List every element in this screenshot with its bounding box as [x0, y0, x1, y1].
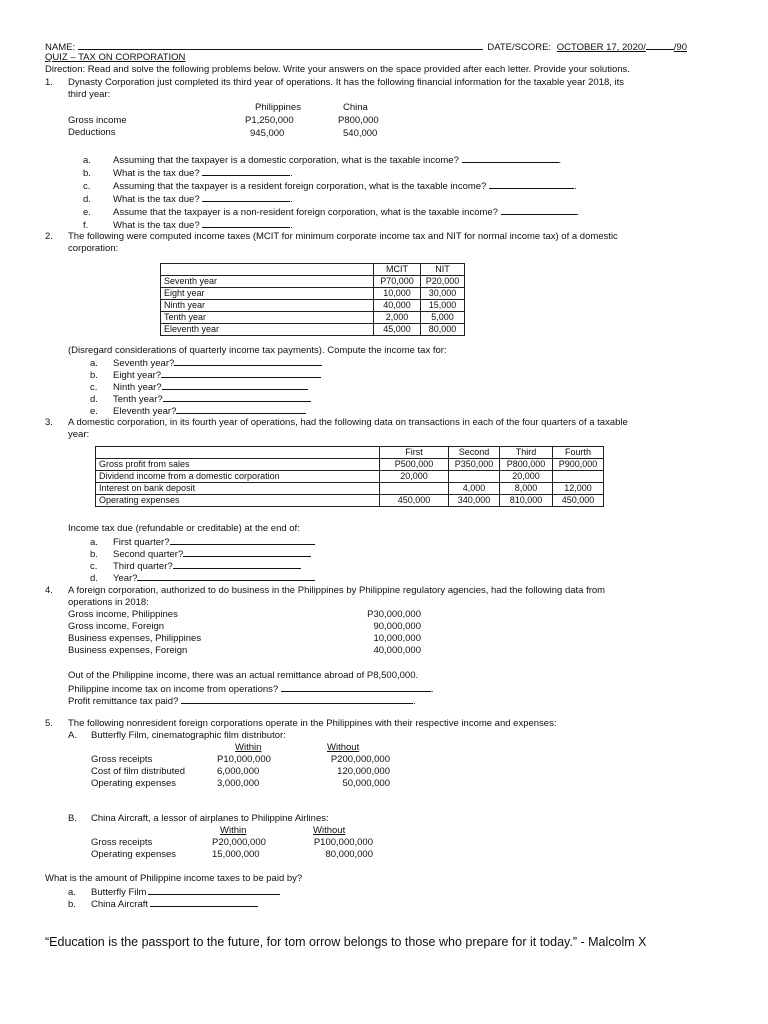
q2-question-c: c. Ninth year? — [90, 380, 322, 392]
q1-col-philippines: Philippines — [255, 102, 301, 113]
score-total: /90 — [673, 42, 687, 53]
q1-answer-b[interactable] — [202, 166, 290, 176]
q1-question-b: b. What is the tax due? . — [83, 168, 293, 179]
q1-gross-label: Gross income — [68, 115, 127, 126]
q5-a-within-values — [217, 754, 271, 790]
q5-a-without: Without — [327, 742, 360, 753]
score-field[interactable] — [646, 40, 674, 50]
q2-answer-e[interactable] — [176, 404, 306, 414]
q5-b-title: China Aircraft, a lessor of airplanes to Philippine Airlines: — [91, 813, 329, 824]
q1-gross-ph: P1,250,000 — [245, 115, 294, 126]
table-row: Gross profit from sales P500,000 P350,000 P800,000 P900,000 — [96, 459, 604, 471]
q2-question-b: b. Eight year? — [90, 368, 322, 380]
q2-question-d: d. Tenth year? — [90, 392, 322, 404]
q4-ask-remittance-tax: Profit remittance tax paid? . — [68, 696, 416, 707]
q5-b-within-values — [212, 837, 266, 861]
q1-question-a: a. Assuming that the taxpayer is a domestic corporation, what is the taxable income? . — [83, 155, 562, 166]
q1-text-line2: third year: — [68, 89, 111, 100]
q2-number: 2. — [45, 231, 53, 242]
q5-answer-b[interactable] — [150, 897, 258, 907]
q4-answer-remittance-tax[interactable] — [181, 694, 413, 704]
table-row: Seventh year P70,000 P20,000 — [161, 276, 465, 288]
q1-question-f: f. What is the tax due? . — [83, 220, 293, 231]
q5-a-row-label: Cost of film distributed — [91, 766, 185, 777]
q3-answer-c[interactable] — [173, 559, 301, 569]
q5-questions — [68, 885, 280, 909]
table-row: Eight year 10,000 30,000 — [161, 288, 465, 300]
q1-answer-f[interactable] — [202, 218, 290, 228]
q1-col-china: China — [343, 102, 368, 113]
q5-b-within-value: P20,000,000 — [212, 837, 266, 848]
q5-b-row-label: Gross receipts — [91, 837, 153, 848]
q3-question-b: b. Second quarter? — [90, 547, 315, 559]
q4-text-line1: A foreign corporation, authorized to do business in the Philippines by Philippine regulatory agencies, had the following data from — [68, 585, 606, 596]
q1-answer-d[interactable] — [202, 192, 290, 202]
q2-question-a: a. Seventh year? — [90, 356, 322, 368]
q4-line-value: 90,000,000 — [373, 621, 421, 632]
q4-line-label: Gross income, Philippines — [68, 609, 178, 620]
date-label: DATE/SCORE: — [487, 42, 552, 53]
q2-answer-b[interactable] — [161, 368, 321, 378]
q2-note: (Disregard considerations of quarterly income tax payments). Compute the income tax for: — [68, 345, 447, 356]
q1-deductions-ph: 945,000 — [250, 128, 285, 139]
table-row: Interest on bank deposit 4,000 8,000 12,000 — [96, 483, 604, 495]
q3-answer-b[interactable] — [183, 547, 311, 557]
q3-question-c: c. Third quarter? — [90, 559, 315, 571]
q1-question-d: d. What is the tax due? . — [83, 194, 293, 205]
q5-answer-a[interactable] — [148, 885, 280, 895]
q1-number: 1. — [45, 77, 53, 88]
quiz-title: QUIZ – TAX ON CORPORATION — [45, 52, 186, 63]
q3-questions — [90, 535, 315, 583]
q4-line-label: Gross income, Foreign — [68, 621, 165, 632]
table-row: Dividend income from a domestic corporation 20,000 20,000 — [96, 471, 604, 483]
q3-text-line1: A domestic corporation, in its fourth year of operations, had the following data on transactions in each of the four quarters of a taxable — [68, 417, 628, 428]
q5-b-without-values — [295, 837, 373, 861]
q5-question-a: a. Butterfly Film — [68, 885, 280, 897]
q1-deductions-cn: 540,000 — [343, 128, 378, 139]
q3-table — [95, 446, 604, 507]
q4-number: 4. — [45, 585, 53, 596]
q3-answer-d[interactable] — [137, 571, 315, 581]
name-field[interactable] — [78, 40, 483, 50]
q5-a-row-label: Operating expenses — [91, 778, 177, 789]
q5-b-labels — [91, 837, 176, 861]
q1-question-e: e. Assume that the taxpayer is a non-resident foreign corporation, what is the taxable income? . — [83, 207, 580, 218]
q1-deductions-label: Deductions — [68, 127, 116, 138]
q5-a-labels — [91, 754, 185, 790]
q5-b-within: Within — [220, 825, 247, 836]
q3-note: Income tax due (refundable or creditable) at the end of: — [68, 523, 300, 534]
q5-number: 5. — [45, 718, 53, 729]
q5-a-letter: A. — [68, 730, 77, 741]
q1-question-c: c. Assuming that the taxpayer is a resident foreign corporation, what is the taxable income? . — [83, 181, 577, 192]
q4-ask-income-tax: Philippine income tax on income from operations? . — [68, 684, 434, 695]
q4-line-label: Business expenses, Foreign — [68, 645, 188, 656]
q5-a-without-value: 50,000,000 — [342, 778, 390, 789]
q4-line-label: Business expenses, Philippines — [68, 633, 202, 644]
directions: Direction: Read and solve the following problems below. Write your answers on the space provided after each letter. Provide your solutions. — [45, 64, 630, 75]
table-row: Tenth year 2,000 5,000 — [161, 312, 465, 324]
q5-a-within: Within — [235, 742, 262, 753]
table-header-row: MCIT NIT — [161, 264, 465, 276]
q5-a-without-value: 120,000,000 — [337, 766, 390, 777]
q2-text-line1: The following were computed income taxes (MCIT for minimum corporate income tax and NIT for normal income tax) of a domestic — [68, 231, 618, 242]
q1-answer-c[interactable] — [489, 179, 574, 189]
q4-answer-income-tax[interactable] — [281, 682, 431, 692]
q3-text-line2: year: — [68, 429, 90, 440]
q5-b-without: Without — [313, 825, 346, 836]
q2-table — [160, 263, 465, 336]
q5-b-without-value: 80,000,000 — [325, 849, 373, 860]
q5-b-letter: B. — [68, 813, 77, 824]
q5-question-b: b. China Aircraft — [68, 897, 280, 909]
q5-a-without-values — [308, 754, 390, 790]
table-row: Eleventh year 45,000 80,000 — [161, 324, 465, 336]
q5-a-within-value: 6,000,000 — [217, 766, 260, 777]
q5-a-within-value: P10,000,000 — [217, 754, 271, 765]
footer-quote: “Education is the passport to the future, for tom orrow belongs to those who prepare for it today.” - Malcolm X — [45, 935, 647, 949]
table-row: Operating expenses 450,000 340,000 810,000 450,000 — [96, 495, 604, 507]
date-value: OCTOBER 17, 2020/ — [556, 42, 646, 53]
q3-number: 3. — [45, 417, 53, 428]
q1-text-line1: Dynasty Corporation just completed its third year of operations. It has the following financial information for the taxable year 2018, its — [68, 77, 625, 88]
q3-question-a: a. First quarter? — [90, 535, 315, 547]
q2-question-e: e. Eleventh year? — [90, 404, 322, 416]
q1-gross-cn: P800,000 — [338, 115, 379, 126]
q5-a-within-value: 3,000,000 — [217, 778, 260, 789]
q5-b-without-value: P100,000,000 — [313, 837, 373, 848]
q4-text-line2: operations in 2018: — [68, 597, 149, 608]
q4-remittance: Out of the Philippine income, there was an actual remittance abroad of P8,500,000. — [68, 670, 419, 681]
q2-answer-d[interactable] — [163, 392, 311, 402]
q3-question-d: d. Year? — [90, 571, 315, 583]
q1-answer-a[interactable] — [462, 153, 559, 163]
q4-values — [357, 609, 421, 657]
q5-text: The following nonresident foreign corporations operate in the Philippines with their respective income and expenses: — [68, 718, 557, 729]
q5-a-without-value: P200,000,000 — [330, 754, 390, 765]
name-label: NAME: — [45, 42, 76, 53]
table-header-row: First Second Third Fourth — [96, 447, 604, 459]
q2-answer-a[interactable] — [174, 356, 322, 366]
q4-line-value: 40,000,000 — [373, 645, 421, 656]
q5-a-row-label: Gross receipts — [91, 754, 153, 765]
q5-question: What is the amount of Philippine income taxes to be paid by? — [45, 873, 303, 884]
q4-line-value: P30,000,000 — [367, 609, 421, 620]
q4-labels — [68, 609, 201, 657]
q5-a-title: Butterfly Film, cinematographic film distributor: — [91, 730, 286, 741]
q4-line-value: 10,000,000 — [373, 633, 421, 644]
q1-answer-e[interactable] — [501, 205, 577, 215]
q3-answer-a[interactable] — [170, 535, 315, 545]
q5-b-row-label: Operating expenses — [91, 849, 177, 860]
q2-text-line2: corporation: — [68, 243, 119, 254]
q2-questions — [90, 356, 322, 416]
q2-answer-c[interactable] — [162, 380, 308, 390]
table-row: Ninth year 40,000 15,000 — [161, 300, 465, 312]
q5-b-within-value: 15,000,000 — [212, 849, 260, 860]
